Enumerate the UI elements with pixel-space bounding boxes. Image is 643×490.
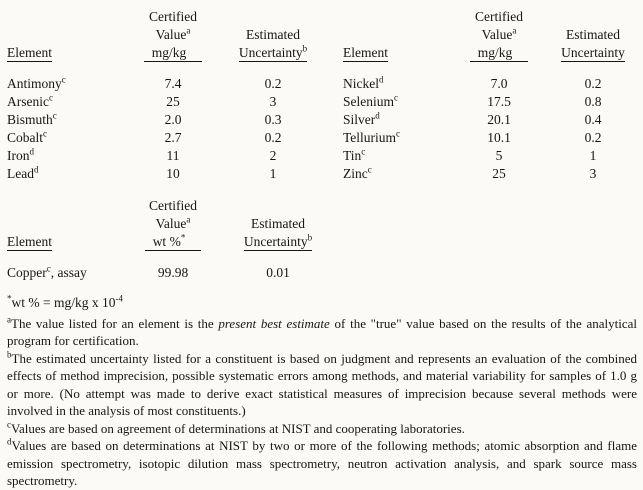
uncertainty-cell: 0.2 — [264, 76, 282, 91]
uncertainty-cell: 3 — [269, 94, 277, 109]
footnotes-section — [7, 294, 638, 490]
uncertainty-cell: 0.2 — [584, 130, 602, 145]
footnote-ref: d — [33, 164, 39, 175]
table-row — [7, 165, 325, 183]
uncertainty-cell: 0.2 — [584, 76, 602, 91]
table-body — [7, 62, 325, 183]
element-name-cell: Zinc$^c$ — [343, 164, 372, 181]
col-header-estimated-uncertainty: Estimated Uncertainty — [561, 27, 625, 60]
uncertainty-cell: 0.3 — [264, 112, 282, 127]
footnote-a: $^a$The value listed for an element is the present best estimate of the "true" value based on the results of the analytical program for certification. — [7, 314, 637, 348]
footnote-ref: c — [396, 128, 401, 139]
certified-value-cell: 7.0 — [490, 76, 508, 91]
col-header-element: Element — [343, 45, 388, 60]
uncertainty-cell: 0.8 — [584, 94, 602, 109]
uncertainty-cell: 0.4 — [584, 112, 602, 127]
footnote-marker: d — [7, 436, 12, 447]
footnote-ref: d — [375, 110, 380, 121]
table-body — [7, 251, 335, 282]
footnote-marker: c — [7, 419, 11, 430]
uncertainty-cell: 1 — [269, 166, 277, 181]
table-row — [343, 147, 643, 165]
uncertainty-cell: 0.01 — [266, 265, 290, 280]
table-row — [7, 251, 335, 282]
uncertainty-cell: 1 — [589, 148, 597, 163]
element-name-cell: Copper$^c$, assay — [7, 263, 87, 280]
footnote-ref: c — [43, 128, 47, 139]
element-name-cell: Antimony$^c$ — [7, 74, 66, 91]
footnote-ref: c — [46, 263, 51, 274]
footnote-ref: a — [186, 25, 191, 36]
table-row — [343, 93, 643, 111]
element-name-cell: Nickel$^d$ — [343, 74, 384, 91]
footnote-marker: b — [7, 349, 12, 360]
table-row — [7, 62, 325, 93]
footnote-ref: a — [512, 25, 517, 36]
header-row — [7, 8, 325, 62]
footnote-marker: a — [7, 314, 11, 325]
certified-value-cell: 20.1 — [487, 112, 511, 127]
footnote-ref: c — [367, 164, 372, 175]
certified-values-table-right — [343, 8, 643, 183]
certified-value-cell: 25 — [166, 94, 180, 109]
table-row — [343, 165, 643, 183]
table-body — [343, 62, 643, 183]
footnote-ref: c — [48, 92, 53, 103]
table-row — [343, 129, 643, 147]
certified-value-cell: 7.4 — [164, 76, 182, 91]
footnote-ref: a — [186, 214, 191, 225]
footnote-ref: c — [61, 74, 66, 85]
element-name-cell: Bismuth$^c$ — [7, 110, 57, 127]
table-row — [7, 111, 325, 129]
certified-value-cell: 10 — [166, 166, 180, 181]
footnote-d: $^d$Values are based on determinations at NIST by two or more of the following methods; atomic absorption and flame emission spectrometry, isotopic dilution mass spectrometry, neutron activation analysis, and spark source mass spectrometry. — [7, 436, 637, 488]
element-name-cell: Lead$^d$ — [7, 164, 39, 181]
footnote-c: $^c$Values are based on agreement of determinations at NIST and cooperating laboratories. — [7, 419, 465, 436]
italic-phrase: present best estimate — [218, 315, 330, 331]
footnote-ref: d — [379, 74, 384, 85]
element-name-cell: Tin$^c$ — [343, 146, 366, 163]
certified-values-tables — [7, 8, 638, 183]
certified-value-cell: 99.98 — [157, 265, 189, 280]
exponent: -4 — [115, 293, 123, 304]
footnote-ref: b — [307, 232, 313, 243]
element-name-cell: Silver$^d$ — [343, 110, 380, 127]
col-header-estimated-uncertainty: Estimated Uncertainty$^b$ — [243, 216, 313, 249]
footnote-ref: d — [29, 146, 34, 157]
certified-value-cell: 2.7 — [164, 130, 182, 145]
element-name-cell: Selenium$^c$ — [343, 92, 398, 109]
footnote-marker: * — [7, 293, 12, 304]
footnote-ref: * — [180, 232, 186, 243]
uncertainty-cell: 3 — [589, 166, 597, 181]
uncertainty-cell: 2 — [269, 148, 277, 163]
element-name-cell: Arsenic$^c$ — [7, 92, 53, 109]
uncertainty-cell: 0.2 — [264, 130, 282, 145]
table-row — [7, 129, 325, 147]
element-name-cell: Iron$^d$ — [7, 146, 34, 163]
footnote-ref: b — [302, 43, 308, 54]
table-row — [7, 147, 325, 165]
certified-values-table-left — [7, 8, 325, 183]
table-row — [343, 62, 643, 93]
certified-value-cell: 11 — [166, 148, 180, 163]
col-header-element: Element — [7, 45, 52, 60]
footnote-ref: c — [52, 110, 57, 121]
certified-value-cell: 25 — [492, 166, 506, 181]
footnote-b: $^b$The estimated uncertainty listed for a constituent is based on judgment and represents an evaluation of the combined effects of method imprecision, possible systematic errors among methods, and material variability for samples of 1.0 g or more. (No attempt was made to derive exact statistical measures of imprecision because several methods were involved in the analysis of most constituents.) — [7, 349, 637, 418]
header-row — [343, 8, 643, 62]
footnote-star: *wt % = mg/kg x $10^{-4}$ — [7, 293, 123, 310]
element-name-cell: Cobalt$^c$ — [7, 128, 47, 145]
certified-value-cell: 10.1 — [487, 130, 511, 145]
footnote-ref: c — [394, 92, 398, 103]
table-row — [343, 111, 643, 129]
col-header-certified-value: Certified Value$^a$ mg/kg — [455, 8, 543, 62]
certified-value-cell: 17.5 — [487, 94, 511, 109]
col-header-element: Element — [7, 234, 52, 249]
assay-table — [7, 197, 335, 282]
element-name-cell: Tellurium$^c$ — [343, 128, 401, 145]
certified-value-cell: 5 — [495, 148, 503, 163]
header-row — [7, 197, 335, 251]
col-header-certified-value: Certified Value$^a$ wt %* — [125, 197, 221, 251]
footnote-ref: c — [361, 146, 366, 157]
table-row — [7, 93, 325, 111]
certified-value-cell: 2.0 — [164, 112, 182, 127]
col-header-estimated-uncertainty: Estimated Uncertainty$^b$ — [238, 27, 308, 60]
col-header-certified-value: Certified Value$^a$ mg/kg — [125, 8, 221, 62]
